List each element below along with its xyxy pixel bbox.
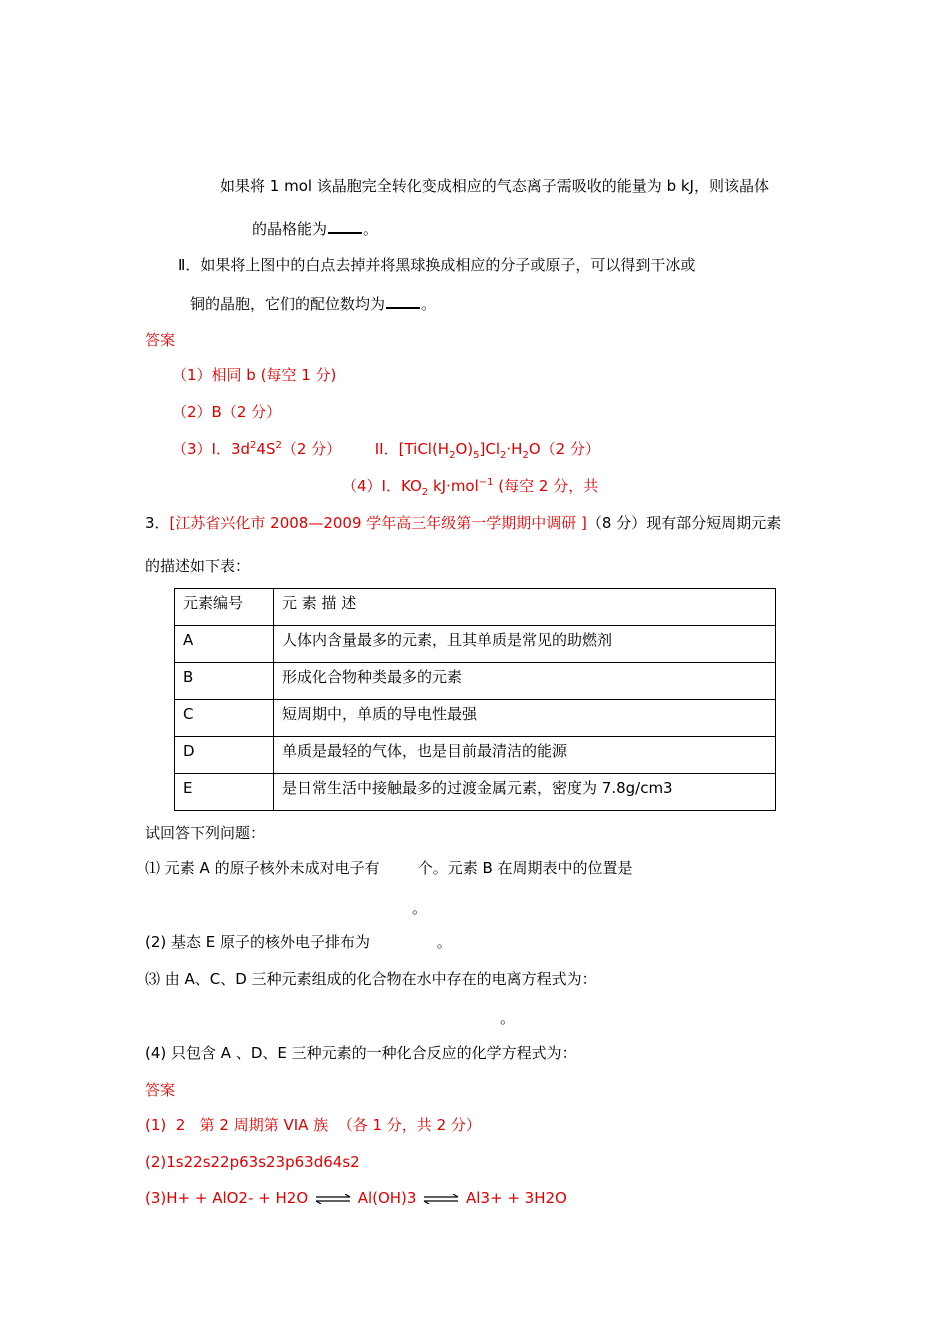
answer-item-2: （2）B（2 分） <box>172 403 282 421</box>
text-line-end: 。 <box>421 295 437 313</box>
subscript: 2 <box>449 450 456 461</box>
answer-text: O（2 分） <box>528 440 600 458</box>
question-source: [江苏省兴化市 2008—2009 学年高三年级第一学期期中调研 ] <box>169 514 587 532</box>
answer-item-2: (2)1s22s22p63s23p63d64s2 <box>145 1153 360 1171</box>
table-cell-id: E <box>175 774 274 811</box>
equation-part: Al3+ + 3H2O <box>466 1189 567 1207</box>
table-cell-id: D <box>175 737 274 774</box>
question-part-ii <box>178 255 695 275</box>
text-line-end: 。 <box>363 220 379 238</box>
subscript: 2 <box>522 450 529 461</box>
text-line: 如果将 1 mol 该晶胞完全转化变成相应的气态离子需吸收的能量为 b kJ，则该晶体 <box>220 177 769 195</box>
table-header-cell: 元素编号 <box>175 589 274 626</box>
superscript: 2 <box>250 440 257 451</box>
table-cell-desc: 形成化合物种类最多的元素 <box>274 663 776 700</box>
subscript: 2 <box>500 450 507 461</box>
answer-text: （2 分） <box>281 440 342 458</box>
superscript: −1 <box>478 477 494 488</box>
answer-item-1: （1）相同 b (每空 1 分) <box>172 366 337 384</box>
question-number: 3． <box>145 514 170 532</box>
superscript: 2 <box>275 440 282 451</box>
subscript: 5 <box>473 450 480 461</box>
answer-text: （4）I．KO <box>342 477 422 495</box>
answer-blank <box>328 218 362 234</box>
text-line: Ⅱ．如果将上图中的白点去掉并将黑球换成相应的分子或原子，可以得到干冰或 <box>178 256 696 274</box>
subscript: 2 <box>421 487 429 498</box>
table-cell-desc: 是日常生活中接触最多的过渡金属元素，密度为 7.8g/cm3 <box>274 774 776 811</box>
equation-part: Al(OH)3 <box>357 1189 417 1207</box>
table-row <box>175 663 776 700</box>
table-cell-desc: 人体内含量最多的元素，且其单质是常见的助燃剂 <box>274 626 776 663</box>
text-line: 铜的晶胞，它们的配位数均为 <box>190 295 386 313</box>
table-cell-id: A <box>175 626 274 663</box>
table-cell-desc: 单质是最轻的气体，也是目前最清洁的能源 <box>274 737 776 774</box>
question-3-sub-1: ⑴ 元素 A 的原子核外未成对电子有 个。元素 B 在周期表中的位置是 <box>145 859 633 877</box>
answer-item-1: (1) 2 第 2 周期第 VIA 族 （各 1 分，共 2 分） <box>145 1116 481 1134</box>
table-cell-id: C <box>175 700 274 737</box>
answer-item-3 <box>172 439 600 459</box>
table-header-cell: 元 素 描 述 <box>274 589 776 626</box>
answer-text: O) <box>455 440 474 458</box>
answer-label: 答案 <box>145 331 176 349</box>
answer-text: ·H <box>506 440 523 458</box>
question-3-sub-1-end: 。 <box>412 899 428 917</box>
answer-item-3 <box>145 1188 567 1208</box>
question-3-sub-4: (4) 只包含 A 、D、E 三种元素的一种化合反应的化学方程式为： <box>145 1044 577 1062</box>
question-3-heading <box>145 513 781 533</box>
table-cell-id: B <box>175 663 274 700</box>
question-3-sub-3-end: 。 <box>500 1009 516 1027</box>
paragraph-lattice-energy <box>220 176 769 196</box>
answer-item-4 <box>342 476 598 496</box>
answer-label: 答案 <box>145 1081 176 1099</box>
table-row <box>175 737 776 774</box>
answer-text: kJ·mol <box>428 477 479 495</box>
question-3-sub-3: ⑶ 由 A、C、D 三种元素组成的化合物在水中存在的电离方程式为： <box>145 970 597 988</box>
table-row <box>175 700 776 737</box>
question-intro: （8 分）现有部分短周期元素 <box>586 514 782 532</box>
equation-part: (3)H+ + AlO2- + H2O <box>145 1189 309 1207</box>
element-table <box>174 588 776 811</box>
answer-text: II．[TiCl(H <box>374 440 450 458</box>
question-3-intro-cont: 的描述如下表： <box>145 557 251 575</box>
paragraph-lattice-energy-cont <box>252 218 378 239</box>
equilibrium-arrow-icon <box>423 1194 459 1204</box>
answer-text: 4S <box>256 440 276 458</box>
answer-text: (每空 2 分，共 <box>493 477 599 495</box>
table-row <box>175 774 776 811</box>
table-cell-desc: 短周期中，单质的导电性最强 <box>274 700 776 737</box>
question-3-sub-2: (2) 基态 E 原子的核外电子排布为 。 <box>145 933 452 951</box>
answer-text: （3）I．3d <box>172 440 251 458</box>
question-3-prompt: 试回答下列问题： <box>145 824 266 842</box>
equilibrium-arrow-icon <box>315 1194 351 1204</box>
table-header-row <box>175 589 776 626</box>
answer-text: ]Cl <box>479 440 501 458</box>
question-part-ii-cont <box>190 293 436 314</box>
text-line: 的晶格能为 <box>252 220 328 238</box>
table-row <box>175 626 776 663</box>
answer-blank <box>386 293 420 309</box>
